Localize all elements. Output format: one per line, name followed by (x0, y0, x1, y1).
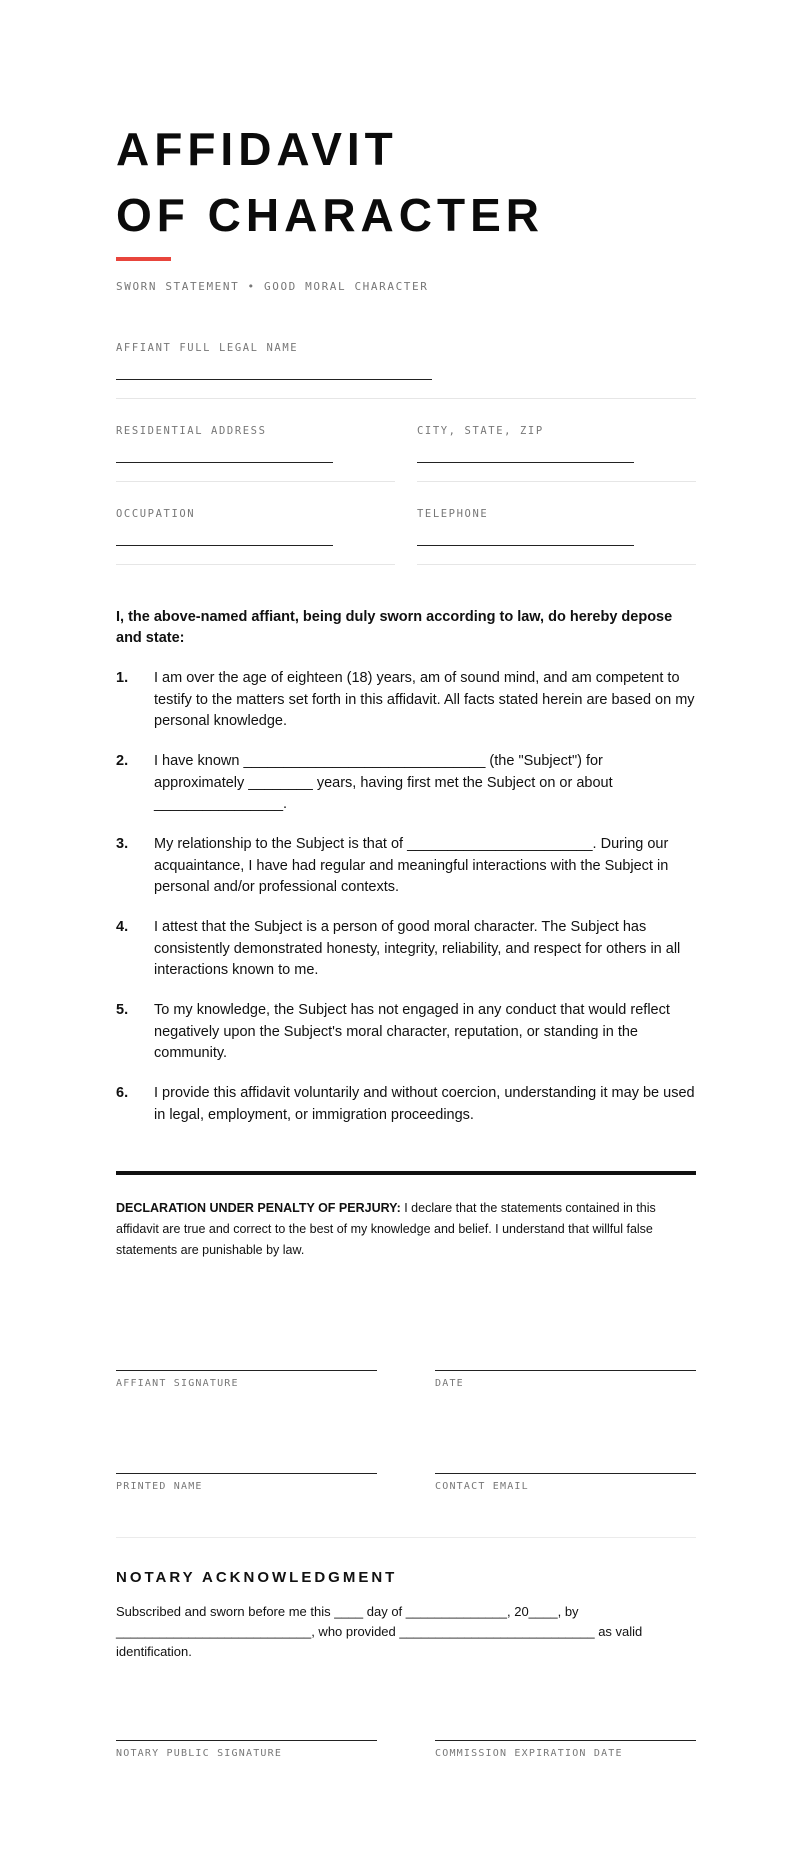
telephone-line[interactable] (417, 545, 634, 546)
item-text: I am over the age of eighteen (18) years, am of sound mind, and am competent to testify to the matters set forth in this affidavit. All facts stated herein are based on my personal knowledge. (154, 670, 695, 729)
item-number: 4. (116, 919, 129, 935)
item-text: I have known ______________________________ (the "Subject") for approximately ________ years, having first met the Subject on or about ________________. (154, 753, 613, 812)
occupation-field[interactable] (116, 508, 395, 520)
telephone-label: TELEPHONE (417, 508, 489, 520)
occupation-label: OCCUPATION (116, 508, 196, 520)
notary-title: NOTARY ACKNOWLEDGMENT (116, 1569, 398, 1586)
item-number: 2. (116, 753, 129, 769)
contact-email-block[interactable] (435, 1473, 696, 1492)
affiant-name-line[interactable] (116, 379, 432, 380)
date-label: DATE (435, 1378, 464, 1389)
affiant-name-field[interactable] (116, 342, 696, 354)
printed-name-label: PRINTED NAME (116, 1481, 203, 1492)
notary-signature-label: NOTARY PUBLIC SIGNATURE (116, 1748, 283, 1759)
item-text: I provide this affidavit voluntarily and without coercion, understanding it may be used in legal, employment, or immigration proceedings. (154, 1085, 695, 1123)
item-number: 6. (116, 1085, 129, 1101)
notary-signature-block[interactable] (116, 1740, 377, 1759)
date-signature-block[interactable] (435, 1370, 696, 1389)
city-state-zip-line[interactable] (417, 462, 634, 463)
affiant-signature-block[interactable] (116, 1370, 377, 1389)
residential-address-label: RESIDENTIAL ADDRESS (116, 425, 267, 437)
section-divider (116, 1171, 696, 1175)
declaration-heading: DECLARATION UNDER PENALTY OF PERJURY: (116, 1201, 401, 1215)
notary-acknowledgment-text: Subscribed and sworn before me this ____ day of ______________, 20____, by ___________________________, who provided ___________________________ as valid identification. (116, 1604, 643, 1659)
commission-expiration-label: COMMISSION EXPIRATION DATE (435, 1748, 623, 1759)
item-text: I attest that the Subject is a person of good moral character. The Subject has consistently demonstrated honesty, integrity, reliability, and respect for others in all interactions known to me. (154, 919, 681, 978)
document-title-line-1: AFFIDAVIT (116, 123, 398, 175)
item-number: 3. (116, 836, 129, 852)
signature-line[interactable] (435, 1473, 696, 1474)
contact-email-label: CONTACT EMAIL (435, 1481, 529, 1492)
telephone-field[interactable] (417, 508, 696, 520)
residential-address-line[interactable] (116, 462, 333, 463)
item-number: 5. (116, 1002, 129, 1018)
document-title-line-2: OF CHARACTER (116, 189, 544, 241)
item-number: 1. (116, 670, 129, 686)
title-accent-bar (116, 257, 171, 261)
signature-line[interactable] (435, 1370, 696, 1371)
field-separator (116, 564, 395, 565)
document-subtitle: SWORN STATEMENT • GOOD MORAL CHARACTER (116, 280, 429, 293)
affiant-signature-label: AFFIANT SIGNATURE (116, 1378, 239, 1389)
item-text: My relationship to the Subject is that of _______________________. During our acquaintance, I have had regular and meaningful interactions with the Subject in personal and/or professional contexts. (154, 836, 669, 895)
residential-address-field[interactable] (116, 425, 395, 437)
printed-name-block[interactable] (116, 1473, 377, 1492)
signature-line[interactable] (116, 1473, 377, 1474)
field-separator (417, 564, 696, 565)
field-separator (417, 481, 696, 482)
item-text: To my knowledge, the Subject has not engaged in any conduct that would reflect negatively upon the Subject's moral character, reputation, or standing in the community. (154, 1002, 670, 1061)
signature-line[interactable] (116, 1370, 377, 1371)
commission-expiration-block[interactable] (435, 1740, 696, 1759)
city-state-zip-label: CITY, STATE, ZIP (417, 425, 544, 437)
statement-intro: I, the above-named affiant, being duly sworn according to law, do hereby depose and state: (116, 609, 673, 646)
city-state-zip-field[interactable] (417, 425, 696, 437)
notary-separator (116, 1537, 696, 1538)
signature-line[interactable] (116, 1740, 377, 1741)
occupation-line[interactable] (116, 545, 333, 546)
signature-line[interactable] (435, 1740, 696, 1741)
perjury-declaration (116, 1198, 696, 1261)
field-separator (116, 481, 395, 482)
affiant-name-label: AFFIANT FULL LEGAL NAME (116, 342, 299, 354)
declaration-body: I declare that the statements contained in this affidavit are true and correct to the best of my knowledge and belief. I understand that willful false statements are punishable by law. (116, 1201, 656, 1257)
field-separator (116, 398, 696, 399)
